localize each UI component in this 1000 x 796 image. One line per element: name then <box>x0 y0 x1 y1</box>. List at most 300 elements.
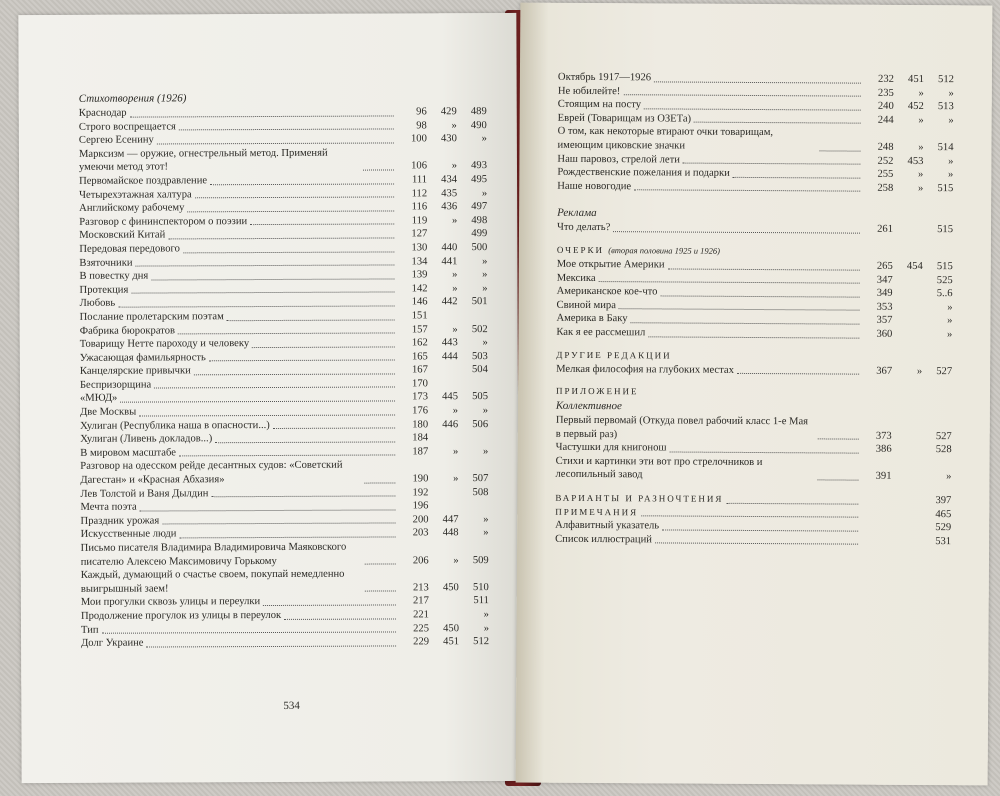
toc-entry <box>81 635 489 650</box>
page-ref: 232 <box>878 73 894 85</box>
toc-entry <box>556 414 952 444</box>
page-ref: » <box>452 269 458 281</box>
toc-entry-title: О том, как некоторые втирают очки товарищам, имеющим циковские значки <box>557 126 774 152</box>
page-ref: 173 <box>412 391 429 403</box>
toc-entry-title: Беспризорщина <box>79 379 152 391</box>
page-ref: » <box>483 609 489 621</box>
page-ref: 347 <box>876 274 893 286</box>
page-ref: 196 <box>412 500 429 512</box>
page-ref: 192 <box>412 486 429 498</box>
toc-entry-title: ВАРИАНТЫ И РАЗНОЧТЕНИЯ <box>555 492 724 504</box>
page-ref: » <box>948 155 954 167</box>
page-ref: 525 <box>936 274 953 286</box>
page-ref: » <box>482 445 489 457</box>
page-ref: 454 <box>906 260 923 272</box>
toc-entry-title: Что делать? <box>556 222 611 234</box>
page-ref: 512 <box>937 74 954 86</box>
toc-entry <box>80 445 488 460</box>
page-ref: » <box>947 329 953 341</box>
dot-leader <box>726 502 858 504</box>
page-ref: 443 <box>441 337 458 349</box>
toc-entry-title: Товарищу Нетте пароходу и человеку <box>79 338 250 350</box>
dot-leader <box>599 281 860 284</box>
toc-entry-title: Краснодар <box>78 107 127 119</box>
toc-entry <box>81 540 489 569</box>
page-ref: 529 <box>935 522 952 534</box>
page-ref: 509 <box>472 554 489 566</box>
toc-entry-title: Наше новогодие <box>557 180 632 192</box>
toc-entry <box>555 455 951 485</box>
page-ref: 255 <box>877 168 894 181</box>
toc-entry <box>557 180 953 196</box>
toc-list <box>555 414 951 484</box>
page-ref: 190 <box>412 473 429 485</box>
toc-entry-title: Марксизм — оружие, огнестрельный метод. Применяй умеючи метод этот! <box>78 147 328 174</box>
page-ref: 96 <box>416 106 427 118</box>
page-ref: 490 <box>470 119 487 131</box>
section-title-kollektivnoe: Коллективное <box>555 399 622 413</box>
dot-leader <box>120 401 395 403</box>
section-heading-ocherki: ОЧЕРКИ (вторая половина 1925 и 1926) <box>556 244 720 256</box>
page-ref: » <box>947 301 953 313</box>
page-ref: » <box>483 527 489 539</box>
dot-leader <box>211 496 395 498</box>
page-ref: 240 <box>877 100 894 113</box>
page-ref: 248 <box>877 141 894 153</box>
dot-leader <box>194 373 395 375</box>
dot-leader <box>737 373 859 375</box>
page-ref: 397 <box>935 495 952 507</box>
page-ref: 441 <box>441 255 458 267</box>
toc-entry-title: Строго воспрещается <box>78 120 176 133</box>
dot-leader <box>694 122 861 124</box>
dot-leader <box>631 322 860 324</box>
toc-entry-title: Алфавитный указатель <box>555 520 660 532</box>
dot-leader <box>662 529 858 531</box>
toc-entry-title: «МЮД» <box>79 393 118 405</box>
toc-entry <box>80 458 488 487</box>
page-ref: 436 <box>441 201 458 213</box>
page-ref: 510 <box>472 581 489 593</box>
page-ref: » <box>451 214 458 226</box>
toc-entry-title: В повестку дня <box>79 270 149 282</box>
toc-entry-title: Передовая передового <box>79 243 180 255</box>
toc-entry-title: Канцелярские привычки <box>79 365 191 378</box>
page-ref: 225 <box>413 622 430 634</box>
dot-leader <box>118 305 394 307</box>
page-ref: 165 <box>411 350 428 363</box>
toc-entry <box>79 146 487 175</box>
page-ref: 116 <box>411 201 428 213</box>
page-ref: 200 <box>412 514 429 526</box>
dot-leader <box>227 319 395 321</box>
page-ref: 527 <box>935 430 952 442</box>
page-ref: 503 <box>471 350 488 362</box>
toc-entry-title: Сергею Есенину <box>78 134 154 147</box>
page-ref: » <box>948 87 954 99</box>
toc-entry-title: Фабрика бюрократов <box>79 324 176 337</box>
page-ref: 265 <box>876 260 893 272</box>
toc-entry-title: Первый первомай (Откуда повел рабочий класс 1-е Мая в первый раз) <box>555 414 809 440</box>
dot-leader <box>187 210 394 212</box>
page-ref: 508 <box>472 486 489 498</box>
section-title-reklama: Реклама <box>557 207 597 220</box>
toc-entry-title: Мелкая философия на глубоких местах <box>556 363 734 376</box>
toc-entry-title: Октябрь 1917—1926 <box>557 71 652 84</box>
page-ref: 127 <box>411 228 428 240</box>
page-ref: 527 <box>936 365 953 377</box>
page-ref: » <box>482 269 488 281</box>
dot-leader <box>157 142 394 144</box>
page-ref: » <box>917 182 924 194</box>
dot-leader <box>215 441 395 443</box>
toc-entry-title: Лев Толстой и Ваня Дылдин <box>80 487 209 500</box>
page-ref: 442 <box>441 296 458 308</box>
page-ref: 252 <box>877 155 894 167</box>
page-ref: » <box>918 141 924 153</box>
page-ref: » <box>918 114 924 126</box>
toc-entry-title: Тип <box>80 624 99 636</box>
toc-entry-title: Протекция <box>79 284 129 296</box>
dot-leader <box>195 197 394 199</box>
page-ref: 501 <box>471 296 488 308</box>
page-ref: » <box>452 323 458 335</box>
toc-entry-title: Две Москвы <box>80 406 137 418</box>
toc-entry <box>81 526 489 541</box>
page-ref: 98 <box>416 119 427 131</box>
toc-entry-title: Первомайское поздравление <box>79 175 208 187</box>
page-ref: 146 <box>411 296 428 308</box>
page-ref: 130 <box>411 242 428 254</box>
page-ref: 360 <box>876 328 893 340</box>
page-ref: 157 <box>411 323 428 335</box>
page-ref: 513 <box>937 101 954 113</box>
dot-leader <box>634 190 860 192</box>
toc-entry-title: Письмо писателя Владимира Владимировича Маяковского писателю Алексею Максимовичу Горькому <box>80 541 347 568</box>
page-ref: 111 <box>411 174 428 186</box>
dot-leader <box>131 292 394 294</box>
page-ref: 134 <box>411 255 428 267</box>
dot-leader <box>147 645 397 647</box>
page-ref: » <box>482 255 488 267</box>
page-ref: 180 <box>412 418 429 431</box>
dot-leader <box>151 278 394 280</box>
dot-leader <box>179 536 395 538</box>
page-ref: » <box>916 365 923 377</box>
toc-entry <box>81 567 489 596</box>
toc-entry-title: Продолжение прогулок из улицы в переулок <box>80 609 282 622</box>
dot-leader <box>365 564 396 565</box>
page-ref: 489 <box>470 106 487 118</box>
page-ref: » <box>452 282 458 294</box>
page-ref: 162 <box>411 337 428 349</box>
toc-entry-title: Послание пролетарским поэтам <box>79 311 224 323</box>
dot-leader <box>818 479 859 480</box>
page-ref: 244 <box>877 114 894 126</box>
page-ref: 515 <box>937 224 954 236</box>
dot-leader <box>655 543 858 545</box>
dot-leader <box>263 604 396 606</box>
toc-entry-title: Частушки для книгонош <box>555 442 667 454</box>
dot-leader <box>136 265 395 267</box>
dot-leader <box>162 523 395 525</box>
page-ref: » <box>918 169 924 181</box>
dot-leader <box>613 231 860 234</box>
page-ref: 502 <box>471 323 488 335</box>
section-heading-prilozhenie: ПРИЛОЖЕНИЕ <box>555 385 639 397</box>
page-ref: 451 <box>908 73 924 86</box>
page-ref: 142 <box>411 283 428 295</box>
page-ref: 500 <box>471 241 488 254</box>
toc-entry-title: Долг Украине <box>81 637 144 649</box>
dot-leader <box>364 482 395 483</box>
page-ref: 448 <box>442 527 459 539</box>
page-ref: » <box>452 405 459 417</box>
toc-entry-title: Как я ее рассмешил <box>556 326 646 339</box>
dot-leader <box>733 177 861 179</box>
dot-leader <box>102 632 396 634</box>
toc-entry-title: Четырехэтажная халтура <box>79 188 192 201</box>
page-ref: 498 <box>471 214 488 226</box>
dot-leader <box>210 183 394 185</box>
page-ref: 445 <box>442 391 459 403</box>
page-ref: » <box>453 554 459 566</box>
dot-leader <box>284 618 396 619</box>
page-ref: 506 <box>472 418 489 430</box>
toc-entry-title: Американское кое-что <box>556 285 658 298</box>
dot-leader <box>644 108 861 110</box>
toc-entry-title: Разговор на одесском рейде десантных судов: «Советский Дагестан» и «Красная Абхазия» <box>80 460 343 486</box>
toc-entry-title: Мексика <box>556 272 596 284</box>
toc-entry <box>555 533 951 549</box>
dot-leader <box>363 169 394 170</box>
page-ref: 386 <box>875 444 892 456</box>
toc-entry-title: Мои прогулки сквозь улицы и переулки <box>80 596 261 609</box>
left-toc <box>79 87 489 651</box>
toc-list <box>555 492 951 549</box>
toc-list <box>557 71 954 196</box>
page-ref: 100 <box>410 133 427 145</box>
page-ref: 515 <box>936 261 953 273</box>
toc-entry <box>79 132 487 147</box>
section-heading-redakcii: ДРУГИЕ РЕДАКЦИИ <box>556 349 672 360</box>
dot-leader <box>154 387 395 389</box>
section-title: Стихотворения (1926) <box>78 92 187 105</box>
page-ref: 528 <box>935 444 952 456</box>
toc-entry <box>556 362 952 378</box>
page-ref: 357 <box>876 315 893 327</box>
page-ref: 5..6 <box>936 288 953 300</box>
page-ref: » <box>451 160 458 172</box>
page-ref: 453 <box>907 155 924 167</box>
page-ref: 206 <box>412 554 429 566</box>
page-ref: » <box>453 473 459 485</box>
toc-entry-title: Еврей (Товарищам из ОЗЕТа) <box>557 112 692 125</box>
dot-leader <box>179 129 394 131</box>
page-ref: » <box>948 169 954 181</box>
page-ref: » <box>481 187 488 199</box>
page-ref: 229 <box>413 636 430 648</box>
page-ref: 391 <box>875 471 892 483</box>
dot-leader <box>683 163 861 165</box>
toc-entry <box>557 125 953 155</box>
page-ref: 450 <box>442 581 459 594</box>
page-ref: 373 <box>875 430 892 442</box>
toc-entry-title: Стихи и картинки эти вот про стрелочников и лесопильный завод <box>555 455 763 481</box>
toc-entry-title: Мое открытие Америки <box>556 258 665 271</box>
toc-entry-title: Ужасающая фамильярность <box>79 351 206 364</box>
page-ref: 139 <box>411 269 428 281</box>
page-ref: 435 <box>441 187 458 199</box>
toc-list <box>557 221 953 237</box>
page-ref: 213 <box>412 582 429 594</box>
page-ref: 112 <box>411 187 428 199</box>
dot-leader <box>648 336 859 338</box>
page-ref: 515 <box>937 182 954 194</box>
toc-entry-title: Свиной мира <box>556 299 616 311</box>
page-ref: 261 <box>877 224 894 236</box>
page-ref: 505 <box>472 391 489 403</box>
toc-entry <box>557 221 953 237</box>
dot-leader <box>140 509 396 511</box>
page-ref: 167 <box>411 364 428 376</box>
page-number: 534 <box>283 699 300 712</box>
page-ref: 440 <box>441 242 458 254</box>
dot-leader <box>168 237 394 239</box>
left-page <box>18 13 519 783</box>
page-ref: 367 <box>876 365 893 377</box>
toc-entry-title: Любовь <box>79 297 116 310</box>
page-ref: 187 <box>412 446 429 458</box>
page-ref: » <box>946 471 952 483</box>
dot-leader <box>273 428 395 430</box>
page-ref: 451 <box>443 636 460 648</box>
page-ref: 444 <box>441 350 458 362</box>
page-ref: 119 <box>411 215 428 227</box>
page-ref: 434 <box>441 174 458 186</box>
toc-entry-title: Америка в Баку <box>556 313 628 325</box>
page-ref: 429 <box>440 106 457 118</box>
toc-entry-title: Каждый, думающий о счастье своем, покупай немедленно выигрышный заем! <box>80 568 345 595</box>
page-ref: 446 <box>442 418 459 430</box>
toc-entry-title: Праздник урожая <box>80 515 160 527</box>
page-ref: 507 <box>472 473 489 485</box>
page-ref: » <box>482 337 488 349</box>
page-ref: » <box>918 87 924 99</box>
page-ref: 465 <box>935 508 952 520</box>
dot-leader <box>130 115 394 117</box>
dot-leader <box>654 81 861 83</box>
page-ref: 235 <box>877 87 894 99</box>
dot-leader <box>183 251 394 253</box>
page-ref: 170 <box>412 378 428 390</box>
page-ref: » <box>483 513 489 525</box>
toc-entry-title: Хулиган (Республика наша в опасности...) <box>80 419 270 432</box>
page-ref: 450 <box>443 622 460 634</box>
toc-entry-title: Разговор с фининспектором о поэзии <box>79 215 248 228</box>
dot-leader <box>252 346 395 348</box>
toc-entry <box>556 326 952 342</box>
toc-entry <box>557 258 953 274</box>
page-ref: 430 <box>440 133 457 145</box>
dot-leader <box>178 333 395 335</box>
toc-entry-title: Рождественские пожелания и подарки <box>557 166 730 180</box>
page-ref: 495 <box>471 174 488 186</box>
page-ref: 531 <box>935 535 952 548</box>
toc-list <box>556 362 952 378</box>
dot-leader <box>641 516 858 518</box>
toc-entry-title: Список иллюстраций <box>555 533 652 546</box>
page-ref: » <box>948 114 954 126</box>
toc-entry-title: Не юбилейте! <box>557 85 621 97</box>
toc-entry-title: Взяточники <box>79 257 133 269</box>
dot-leader <box>179 455 395 457</box>
page-ref: 176 <box>412 405 429 417</box>
toc-entry-title: Московский Китай <box>79 229 166 242</box>
page-ref: 258 <box>877 182 894 194</box>
toc-list <box>556 258 952 342</box>
toc-entry-title: Стоящим на посту <box>557 98 642 111</box>
page-ref: 217 <box>412 595 429 607</box>
toc-entry-title: Хулиган (Ливень докладов...) <box>80 433 213 446</box>
page-ref: » <box>451 119 457 131</box>
page-ref: 514 <box>937 142 954 154</box>
toc-entry-title: Искусственные люди <box>80 528 177 541</box>
page-ref: 504 <box>471 364 488 376</box>
page-ref: » <box>481 133 487 145</box>
dot-leader <box>818 439 859 440</box>
page-ref: 353 <box>876 301 893 313</box>
page-ref: 512 <box>473 636 490 648</box>
toc-entry-title: Английскому рабочему <box>79 202 185 214</box>
page-ref: 349 <box>876 287 893 299</box>
page-ref: » <box>482 282 488 294</box>
dot-leader <box>820 150 861 151</box>
dot-leader <box>619 308 860 310</box>
dot-leader <box>139 414 395 416</box>
right-toc <box>555 71 954 549</box>
page-ref: 499 <box>471 228 488 240</box>
page-ref: 106 <box>411 160 428 172</box>
toc-list <box>79 105 489 651</box>
toc-entry-title: ПРИМЕЧАНИЯ <box>555 506 639 517</box>
page-ref: 184 <box>412 432 429 444</box>
dot-leader <box>365 591 396 592</box>
dot-leader <box>250 224 394 226</box>
dot-leader <box>209 360 395 362</box>
dot-leader <box>660 295 859 297</box>
toc-entry-title: Наш паровоз, стрелой лети <box>557 153 680 166</box>
page-ref: 151 <box>411 310 428 322</box>
page-ref: » <box>483 622 490 634</box>
right-page <box>516 3 993 786</box>
toc-entry-title: В мировом масштабе <box>80 447 176 459</box>
page-ref: 447 <box>442 513 459 526</box>
page-ref: 452 <box>907 101 924 113</box>
page-ref: 497 <box>471 201 488 213</box>
dot-leader <box>668 268 860 270</box>
toc-entry-title: Мечта поэта <box>80 501 137 514</box>
page-ref: » <box>482 405 489 417</box>
page-ref: 203 <box>412 527 429 539</box>
page-ref: » <box>947 315 953 327</box>
page-ref: 511 <box>473 595 489 607</box>
dot-leader <box>670 451 859 453</box>
page-ref: » <box>452 446 459 458</box>
page-ref: 221 <box>413 609 429 621</box>
page-ref: 493 <box>471 160 488 172</box>
dot-leader <box>623 94 861 96</box>
